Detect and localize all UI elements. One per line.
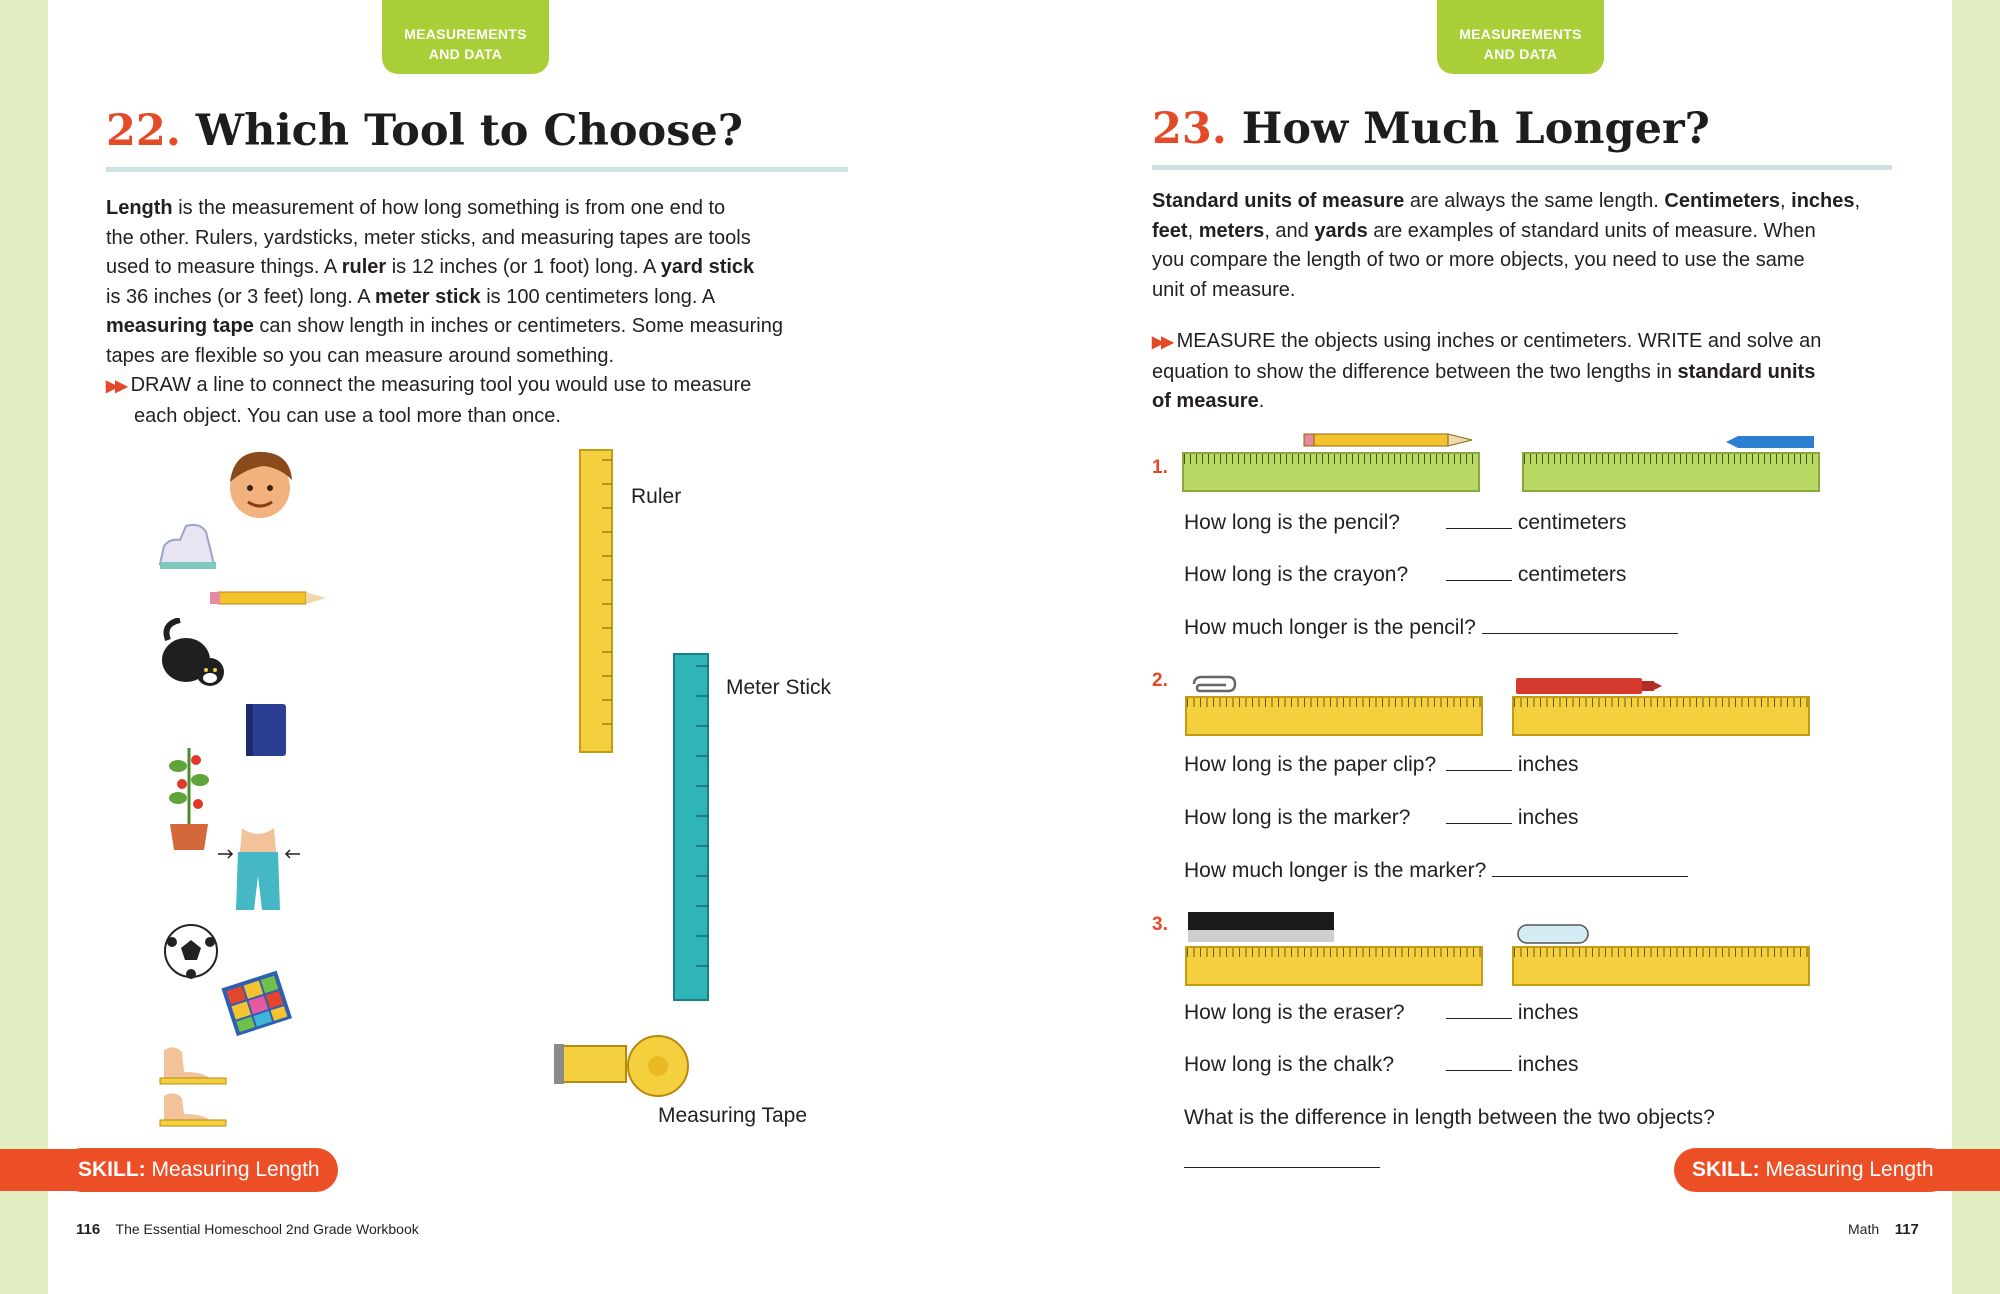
- intro-line: feet, meters, and yards are examples of standard units of measure. When: [1152, 219, 1816, 242]
- tab-line-1: MEASUREMENTS: [404, 26, 527, 42]
- question-line: What is the difference in length between the two objects?: [1184, 1106, 1715, 1129]
- measuring-tape-icon[interactable]: [554, 1034, 696, 1098]
- quilt-icon[interactable]: [218, 968, 298, 1040]
- answer-line[interactable]: [1446, 511, 1626, 535]
- tab-line-2: AND DATA: [428, 46, 503, 62]
- intro-line: Standard units of measure are always the same length. Centimeters, inches,: [1152, 190, 1861, 212]
- question-line: How much longer is the pencil?: [1184, 616, 1678, 640]
- intro-paragraph-left: [106, 194, 866, 431]
- answer-line[interactable]: [1446, 563, 1626, 587]
- unit-label: inches: [1517, 1001, 1579, 1024]
- measuring-tape-label: Measuring Tape: [658, 1104, 808, 1127]
- soccer-ball-icon[interactable]: [162, 922, 220, 980]
- intro-line: the other. Rulers, yardsticks, meter sticks, and measuring tapes are tools: [106, 226, 751, 249]
- page-title-right: [1152, 104, 1710, 154]
- problem-number: 2.: [1152, 670, 1168, 691]
- arrow-icon: ▶▶: [1152, 334, 1171, 351]
- unit-label: inches: [1517, 1053, 1579, 1076]
- title-underline: [1152, 165, 1892, 170]
- answer-blank[interactable]: [1482, 616, 1678, 634]
- activity-title: Which Tool to Choose?: [195, 106, 743, 156]
- centimeter-ruler: [1522, 452, 1820, 492]
- unit-label: centimeters: [1517, 563, 1627, 586]
- unit-label: inches: [1517, 806, 1579, 829]
- instruction-line: equation to show the difference between the two lengths in standard units: [1152, 360, 1816, 383]
- boy-face-icon[interactable]: [224, 446, 298, 526]
- activity-title: How Much Longer?: [1241, 104, 1710, 154]
- intro-line: unit of measure.: [1152, 278, 1296, 301]
- right-margin-strip: [1952, 0, 2000, 1294]
- answer-line[interactable]: [1446, 1001, 1579, 1025]
- answer-blank[interactable]: [1446, 1053, 1512, 1071]
- question-line: How long is the chalk?: [1184, 1053, 1395, 1076]
- activity-number: 22.: [106, 106, 181, 156]
- unit-label: centimeters: [1517, 511, 1627, 534]
- intro-line: used to measure things. A ruler is 12 inches (or 1 foot) long. A yard stick: [106, 256, 755, 278]
- intro-line: measuring tape can show length in inches or centimeters. Some measuring: [106, 315, 783, 337]
- chalk-icon: [1514, 922, 1594, 946]
- answer-line[interactable]: [1446, 753, 1579, 777]
- footer-right: [1848, 1221, 1919, 1238]
- sneaker-icon[interactable]: [156, 520, 218, 574]
- question-line: How long is the crayon?: [1184, 563, 1409, 586]
- answer-blank[interactable]: [1446, 511, 1512, 529]
- answer-blank[interactable]: [1446, 753, 1512, 771]
- meter-stick-icon[interactable]: [672, 652, 712, 1002]
- answer-line[interactable]: [1446, 806, 1579, 830]
- waist-measure-icon[interactable]: [218, 826, 300, 912]
- problem-number: 3.: [1152, 914, 1168, 935]
- answer-blank[interactable]: [1446, 1001, 1512, 1019]
- page-number-right: 117: [1894, 1221, 1919, 1238]
- answer-line[interactable]: [1184, 1150, 1380, 1174]
- arrow-icon: ▶▶: [106, 378, 125, 395]
- question-line: How long is the eraser?: [1184, 1001, 1405, 1024]
- cat-icon[interactable]: [158, 618, 228, 696]
- pencil-icon: [1300, 430, 1476, 452]
- question-line: How long is the paper clip?: [1184, 753, 1437, 776]
- page-number-left: 116: [76, 1221, 101, 1238]
- section-tab-left: [382, 0, 549, 74]
- left-margin-strip: [0, 0, 48, 1294]
- instruction-line: each object. You can use a tool more than once.: [134, 404, 561, 427]
- problem-number: 1.: [1152, 457, 1168, 478]
- section-tab-right: [1437, 0, 1604, 74]
- answer-blank[interactable]: [1446, 563, 1512, 581]
- inch-ruler: [1185, 696, 1483, 736]
- ruler-tool-icon[interactable]: [578, 448, 618, 756]
- pencil-icon[interactable]: [210, 588, 328, 608]
- centimeter-ruler: [1182, 452, 1480, 492]
- eraser-icon: [1186, 910, 1336, 944]
- subject-label: Math: [1848, 1221, 1880, 1237]
- page-title-left: [106, 106, 743, 156]
- tomato-plant-icon[interactable]: [164, 740, 214, 852]
- title-underline: [106, 167, 848, 172]
- marker-icon: [1514, 676, 1664, 696]
- question-line: How much longer is the marker?: [1184, 859, 1688, 883]
- question-line: How long is the pencil?: [1184, 511, 1400, 534]
- tab-line-2: AND DATA: [1483, 46, 1558, 62]
- instruction-line: ▶▶ MEASURE the objects using inches or centimeters. WRITE and solve an: [1152, 330, 1822, 352]
- inch-ruler: [1185, 946, 1483, 986]
- inch-ruler: [1512, 696, 1810, 736]
- unit-label: inches: [1517, 753, 1579, 776]
- intro-line: you compare the length of two or more objects, you need to use the same: [1152, 249, 1805, 271]
- answer-blank[interactable]: [1492, 859, 1688, 877]
- skill-label-left: SKILL: Measuring Length: [60, 1148, 338, 1192]
- question-line: How long is the marker?: [1184, 806, 1411, 829]
- book-title: The Essential Homeschool 2nd Grade Workbook: [115, 1221, 419, 1237]
- answer-blank[interactable]: [1446, 806, 1512, 824]
- intro-line: tapes are flexible so you can measure around something.: [106, 344, 615, 367]
- book-icon[interactable]: [240, 700, 292, 762]
- activity-number: 23.: [1152, 104, 1227, 154]
- instruction-line: of measure.: [1152, 390, 1265, 412]
- meter-stick-label: Meter Stick: [726, 676, 832, 699]
- intro-paragraph-right: [1152, 187, 1912, 305]
- feet-ruler-icon[interactable]: [156, 1044, 230, 1130]
- footer-left: [76, 1221, 419, 1238]
- answer-blank[interactable]: [1184, 1150, 1380, 1168]
- crayon-icon: [1726, 434, 1816, 450]
- skill-label-right: SKILL: Measuring Length: [1674, 1148, 1952, 1192]
- intro-line: Length is the measurement of how long something is from one end to: [106, 197, 726, 219]
- instruction-line: ▶▶ DRAW a line to connect the measuring tool you would use to measure: [106, 374, 752, 396]
- intro-line: is 36 inches (or 3 feet) long. A meter stick is 100 centimeters long. A: [106, 285, 716, 308]
- inch-ruler: [1512, 946, 1810, 986]
- tab-line-1: MEASUREMENTS: [1459, 26, 1582, 42]
- paper-clip-icon: [1188, 674, 1238, 694]
- ruler-label: Ruler: [631, 485, 682, 508]
- answer-line[interactable]: [1446, 1053, 1579, 1077]
- instruction-right: [1152, 327, 1912, 417]
